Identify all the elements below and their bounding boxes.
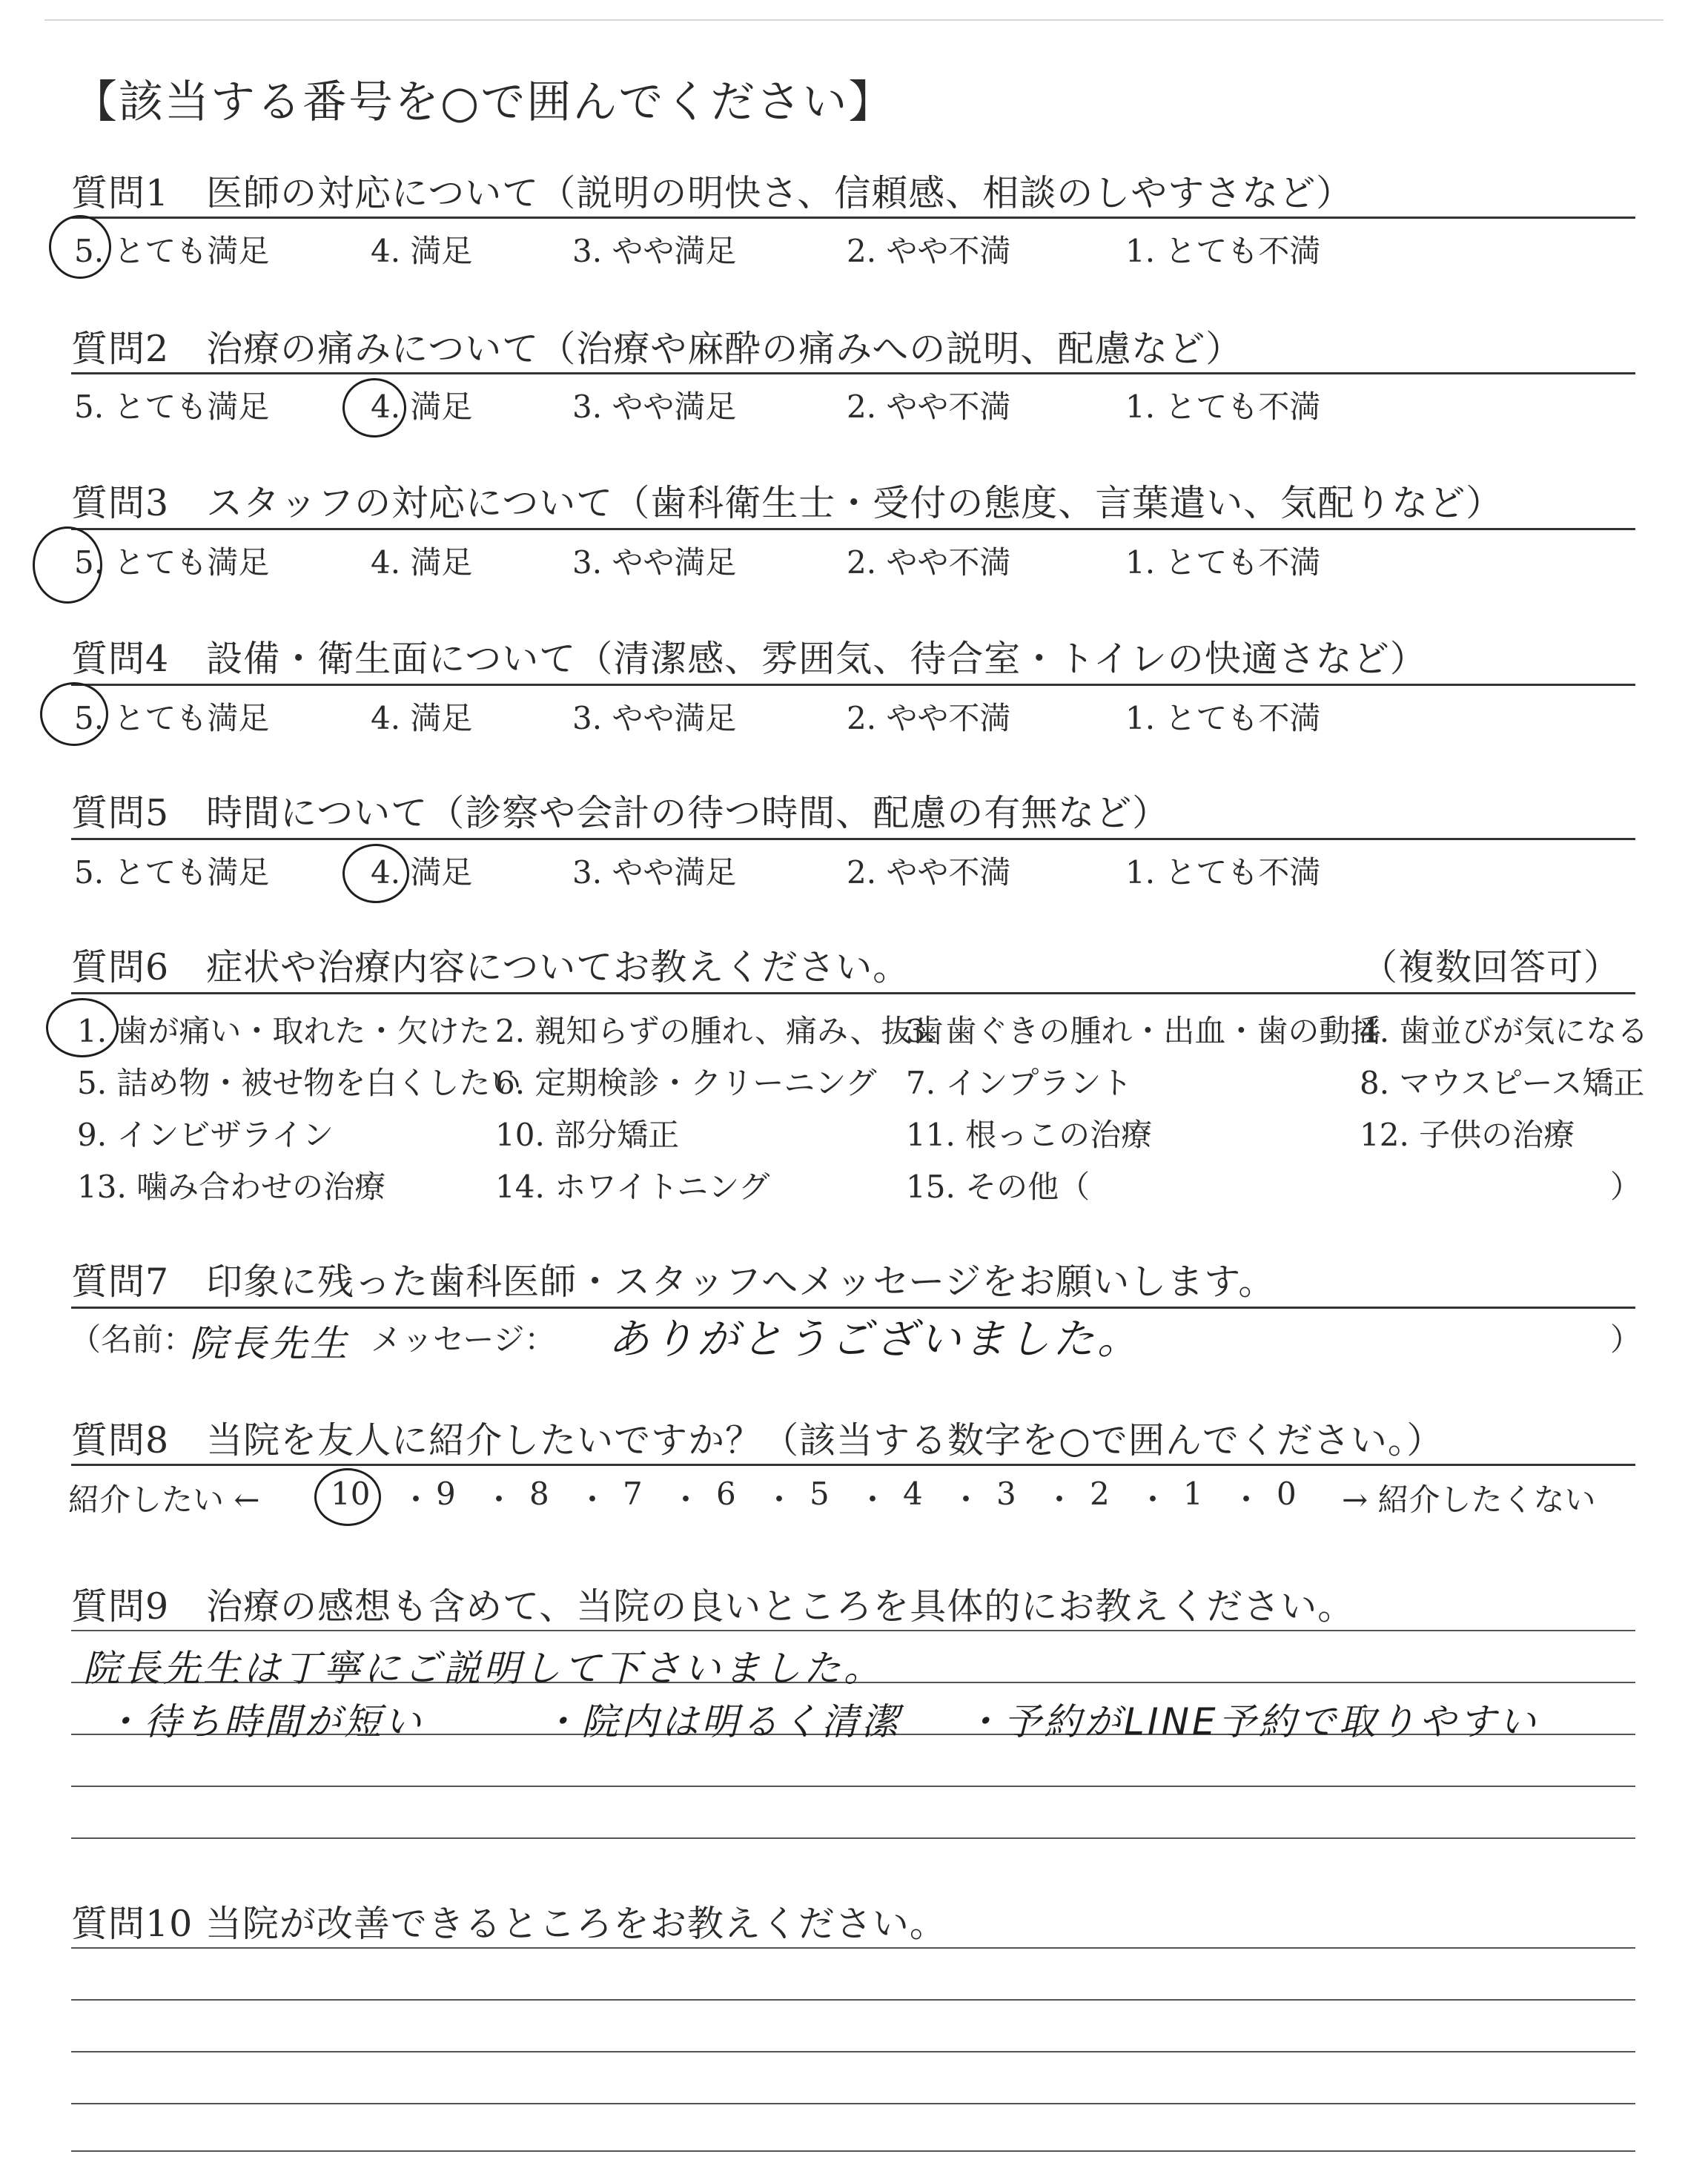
q5-option-1[interactable]: 1. とても不満 [1125, 854, 1321, 891]
q10-line-4 [71, 2103, 1635, 2104]
q4-option-2[interactable]: 2. やや不満 [847, 700, 1011, 736]
q8-scale-dot: ・ [1044, 1482, 1076, 1518]
q8-scale-dot: ・ [483, 1482, 515, 1518]
q6-item-10[interactable]: 10. 部分矯正 [495, 1117, 680, 1153]
question-10-title: 質問10 当院が改善できるところをお教えください。 [71, 1903, 947, 1945]
q4-answer-circle [40, 682, 108, 746]
q2-option-1[interactable]: 1. とても不満 [1125, 389, 1321, 425]
q3-option-2[interactable]: 2. やや不満 [847, 544, 1011, 581]
question-1-title: 質問1 医師の対応について（説明の明快さ、信頼感、相談のしやすさなど） [71, 172, 1354, 214]
q6-item-1[interactable]: 1. 歯が痛い・取れた・欠けた [77, 1013, 491, 1049]
q10-line-2 [71, 1999, 1635, 2001]
q5-option-4[interactable]: 4. 満足 [371, 854, 473, 891]
question-6-rule [71, 992, 1635, 994]
q6-item-4[interactable]: 4. 歯並びが気になる [1360, 1013, 1649, 1049]
q7-message-value[interactable]: ありがとうございました。 [608, 1315, 1142, 1364]
q8-scale-0[interactable]: 0 [1277, 1476, 1297, 1512]
q1-answer-circle [49, 215, 111, 279]
q9-line-5 [71, 1837, 1635, 1839]
q6-item-14[interactable]: 14. ホワイトニング [495, 1169, 770, 1205]
question-4-title: 質問4 設備・衛生面について（清潔感、雰囲気、待合室・トイレの快適さなど） [71, 638, 1427, 680]
q8-left-label: 紹介したい ← [68, 1482, 260, 1518]
q8-scale-5[interactable]: 5 [810, 1476, 830, 1512]
question-1-rule [71, 217, 1635, 219]
q6-item-6[interactable]: 6. 定期検診・クリーニング [495, 1065, 877, 1101]
q2-option-2[interactable]: 2. やや不満 [847, 389, 1011, 425]
question-2-title: 質問2 治療の痛みについて（治療や麻酔の痛みへの説明、配慮など） [71, 328, 1243, 370]
q4-option-3[interactable]: 3. やや満足 [572, 700, 737, 736]
q9-line-1 [71, 1630, 1635, 1631]
q8-scale-dot: ・ [1137, 1482, 1169, 1518]
q8-scale-dot: ・ [400, 1482, 432, 1518]
q9-answer-line-2c[interactable]: ・予約がLINE予約で取りやすい [964, 1700, 1539, 1743]
q8-answer-circle [314, 1468, 381, 1526]
q6-item-5[interactable]: 5. 詰め物・被せ物を白くしたい [77, 1065, 522, 1101]
q6-answer-circle [46, 998, 119, 1057]
q8-scale-3[interactable]: 3 [996, 1476, 1016, 1512]
q6-item-12[interactable]: 12. 子供の治療 [1360, 1117, 1575, 1153]
top-border [44, 19, 1664, 21]
q9-answer-line-1[interactable]: 院長先生は丁寧にご説明して下さいました。 [83, 1647, 884, 1690]
q7-name-value[interactable]: 院長先生 [190, 1322, 350, 1365]
q4-option-5[interactable]: 5. とても満足 [74, 700, 270, 736]
q1-option-2[interactable]: 2. やや不満 [847, 233, 1011, 269]
q6-item-15[interactable]: 15. その他（ [906, 1169, 1090, 1205]
q8-right-label: → 紹介したくない [1342, 1482, 1596, 1518]
q8-scale-dot: ・ [577, 1482, 609, 1518]
q8-scale-4[interactable]: 4 [903, 1476, 923, 1512]
q7-message-label: メッセージ： [371, 1321, 556, 1358]
q8-scale-10[interactable]: 10 [331, 1476, 371, 1512]
q9-line-4 [71, 1786, 1635, 1787]
q8-scale-7[interactable]: 7 [623, 1476, 643, 1512]
q9-answer-line-2a[interactable]: ・待ち時間が短い [104, 1700, 424, 1743]
q8-scale-dot: ・ [670, 1482, 702, 1518]
q7-name-label: （名前： [70, 1321, 195, 1358]
q6-item-7[interactable]: 7. インプラント [906, 1065, 1133, 1101]
q3-option-1[interactable]: 1. とても不満 [1125, 544, 1321, 581]
q8-scale-9[interactable]: 9 [436, 1476, 456, 1512]
q4-option-4[interactable]: 4. 満足 [371, 700, 473, 736]
q8-scale-dot: ・ [764, 1482, 795, 1518]
q7-close-paren: ） [1610, 1321, 1642, 1358]
q2-answer-circle [342, 378, 406, 437]
question-3-rule [71, 528, 1635, 530]
question-2-rule [71, 372, 1635, 374]
q10-line-3 [71, 2051, 1635, 2052]
question-5-rule [71, 838, 1635, 840]
q10-line-1 [71, 1947, 1635, 1949]
question-7-title: 質問7 印象に残った歯科医師・スタッフへメッセージをお願いします。 [71, 1261, 1276, 1303]
question-3-title: 質問3 スタッフの対応について（歯科衛生士・受付の態度、言葉遣い、気配りなど） [71, 482, 1503, 524]
q8-scale-dot: ・ [1231, 1482, 1262, 1518]
q6-item-13[interactable]: 13. 噛み合わせの治療 [77, 1169, 386, 1205]
q8-scale-6[interactable]: 6 [716, 1476, 736, 1512]
question-5-title: 質問5 時間について（診察や会計の待つ時間、配慮の有無など） [71, 792, 1170, 834]
q2-option-5[interactable]: 5. とても満足 [74, 389, 270, 425]
q3-option-5[interactable]: 5. とても満足 [74, 544, 270, 581]
q1-option-3[interactable]: 3. やや満足 [572, 233, 737, 269]
q4-option-1[interactable]: 1. とても不満 [1125, 700, 1321, 736]
q5-option-2[interactable]: 2. やや不満 [847, 854, 1011, 891]
q6-item-11[interactable]: 11. 根っこの治療 [906, 1117, 1153, 1153]
q6-item-2[interactable]: 2. 親知らずの腫れ、痛み、抜歯 [495, 1013, 944, 1049]
q6-item-3[interactable]: 3. 歯ぐきの腫れ・出血・歯の動揺 [906, 1013, 1382, 1049]
page-heading: 【該当する番号を○で囲んでください】 [73, 76, 895, 128]
q8-scale-dot: ・ [950, 1482, 982, 1518]
question-6-title: 質問6 症状や治療内容についてお教えください。 [71, 946, 910, 988]
q5-option-3[interactable]: 3. やや満足 [572, 854, 737, 891]
question-6-note: （複数回答可） [1361, 946, 1621, 988]
question-4-rule [71, 684, 1635, 686]
question-8-rule [71, 1464, 1635, 1466]
q8-scale-2[interactable]: 2 [1090, 1476, 1110, 1512]
q8-scale [326, 1476, 1312, 1517]
q8-scale-dot: ・ [857, 1482, 889, 1518]
q6-item-9[interactable]: 9. インビザライン [77, 1117, 334, 1153]
q10-line-5 [71, 2150, 1635, 2152]
q5-option-5[interactable]: 5. とても満足 [74, 854, 270, 891]
q8-scale-1[interactable]: 1 [1183, 1476, 1203, 1512]
q8-scale-8[interactable]: 8 [529, 1476, 549, 1512]
q2-option-3[interactable]: 3. やや満足 [572, 389, 737, 425]
q3-option-4[interactable]: 4. 満足 [371, 544, 473, 581]
q6-item-8[interactable]: 8. マウスピース矯正 [1360, 1065, 1645, 1101]
q3-answer-circle [33, 526, 102, 604]
q9-answer-line-2b[interactable]: ・院内は明るく清潔 [541, 1700, 901, 1743]
q1-option-4[interactable]: 4. 満足 [371, 233, 473, 269]
q3-option-3[interactable]: 3. やや満足 [572, 544, 737, 581]
q1-option-5[interactable]: 5. とても満足 [74, 233, 270, 269]
q5-answer-circle [342, 844, 409, 903]
question-9-title: 質問9 治療の感想も含めて、当院の良いところを具体的にお教えください。 [71, 1585, 1355, 1628]
q1-option-1[interactable]: 1. とても不満 [1125, 233, 1321, 269]
q2-option-4[interactable]: 4. 満足 [371, 389, 473, 425]
question-8-title: 質問8 当院を友人に紹介したいですか？（該当する数字を○で囲んでください。） [71, 1419, 1444, 1462]
q6-item-15-close: ） [1610, 1169, 1642, 1205]
